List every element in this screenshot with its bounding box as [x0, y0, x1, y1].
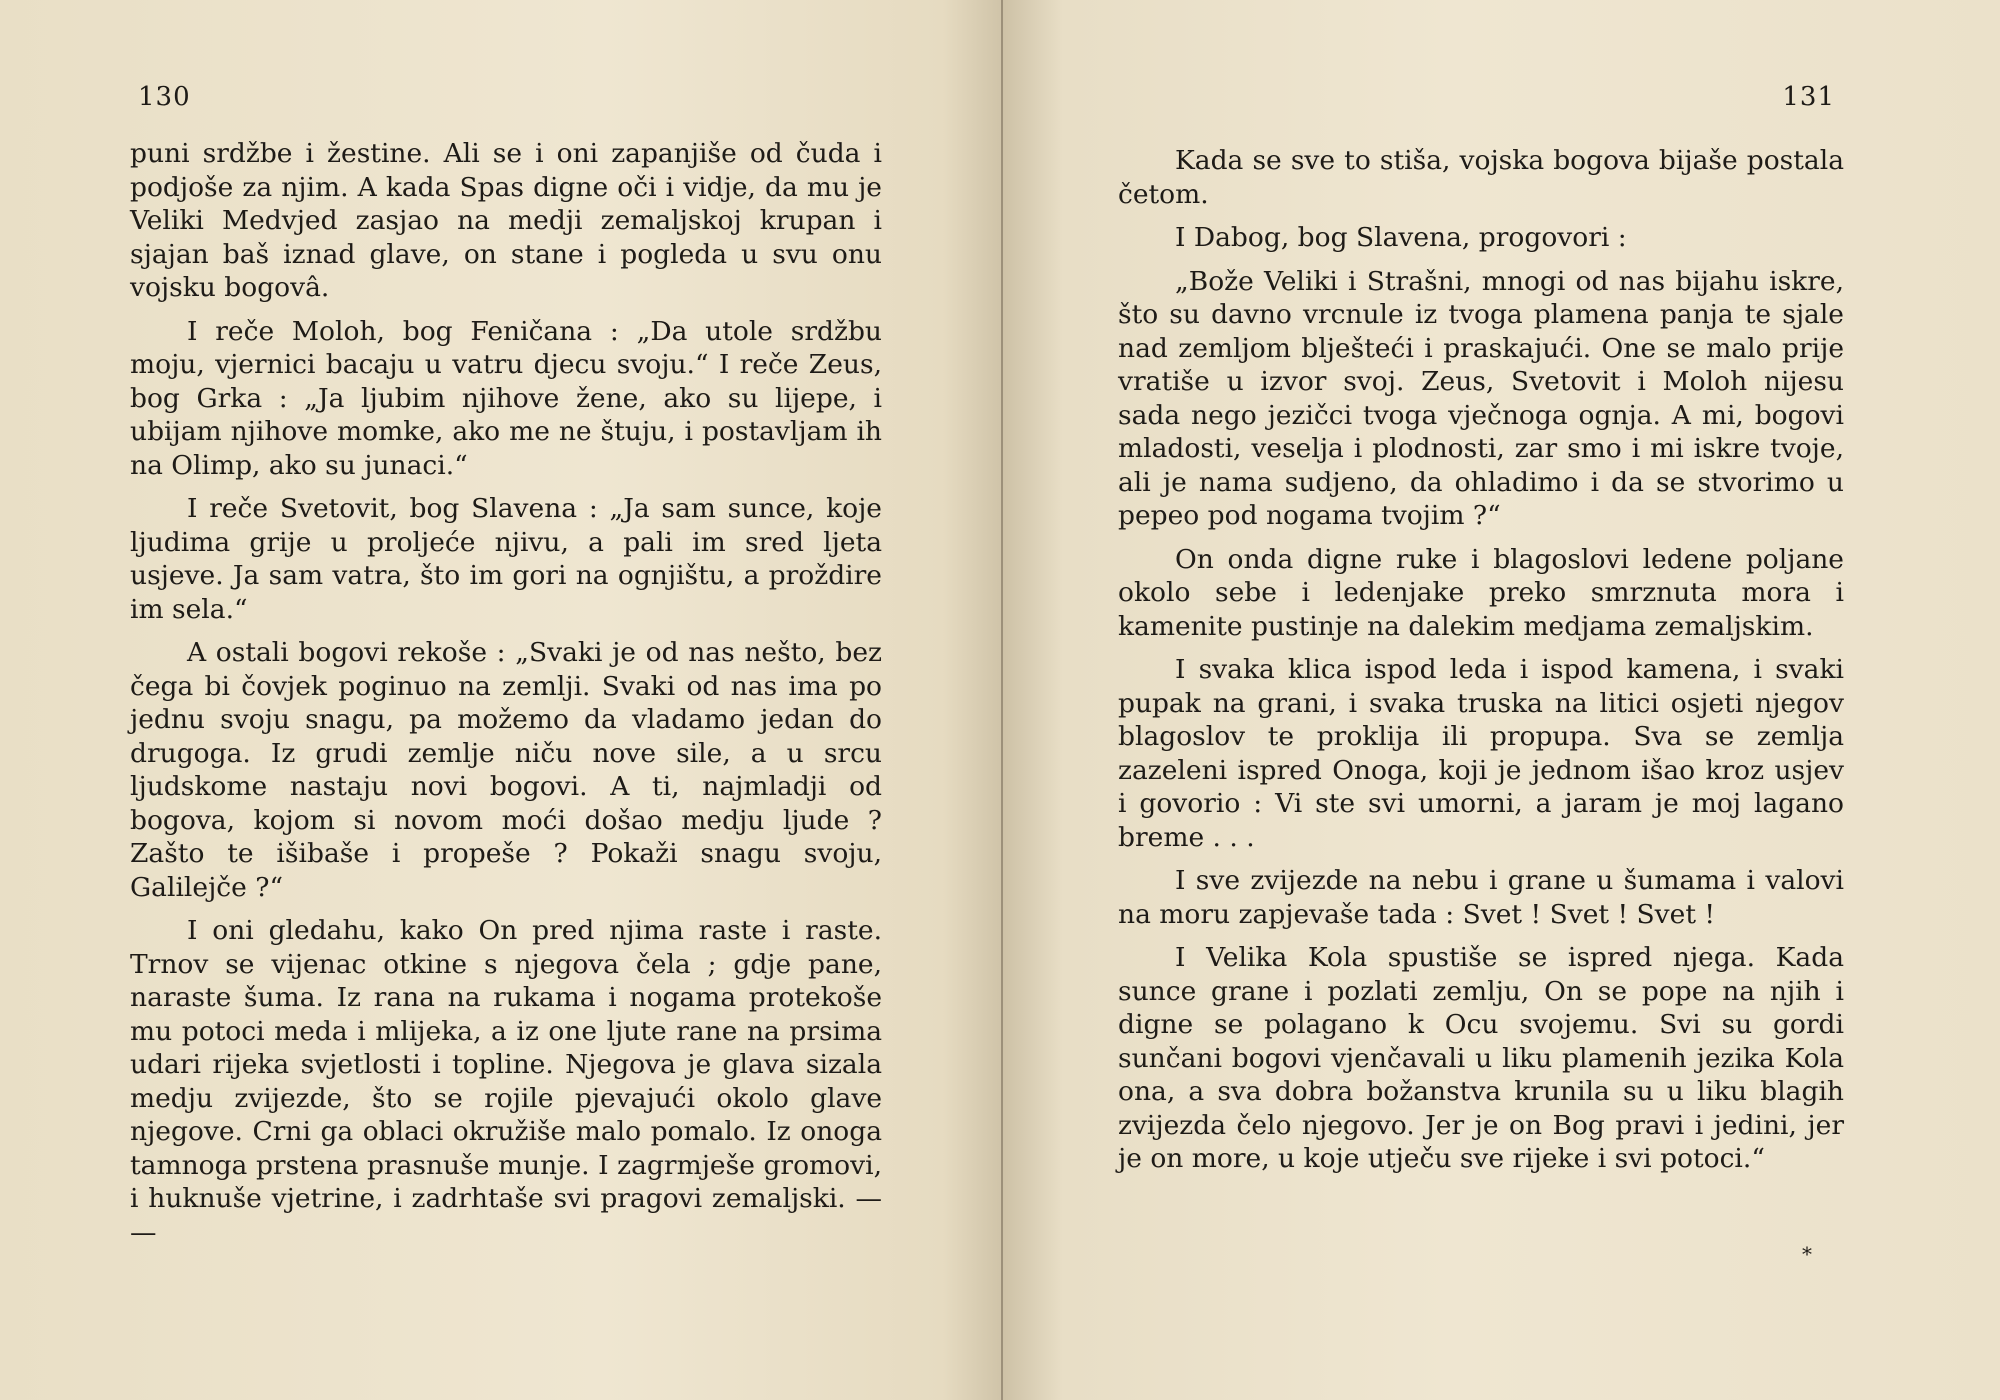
- paragraph: puni srdžbe i žestine. Ali se i oni zapanjiše od čuda i podjoše za njim. A kada Spas digne oči i vidje, da mu je Veliki Medvjed zasjao na medji zemaljskoj krupan i sjajan baš iznad glave, on stane i pogleda u svu onu vojsku bogovâ.: [130, 138, 882, 303]
- paragraph: „Bože Veliki i Strašni, mnogi od nas bijahu iskre, što su davno vrcnule iz tvoga plamena panja te sjale nad zemljom blješteći i praskajući. One se malo prije vratiše u izvor svoj. Zeus, Svetovit i Moloh nijesu sada nego jezičci tvoga vječnoga ognja. A mi, bogovi mladosti, veselja i plodnosti, zar smo i mi iskre tvoje, ali je nama sudjeno, da ohladimo i da se stvorimo u pepeo pod nogama tvojim ?“: [1118, 265, 1844, 531]
- paragraph: I svaka klica ispod leda i ispod kamena, i svaki pupak na grani, i svaka truska na litici osjeti njegov blagoslov te proklija ili propupa. Sva se zemlja zazeleni ispred Onoga, koji je jednom išao kroz usjev i govorio : Vi ste svi umorni, a jaram je moj lagano breme . . .: [1118, 654, 1844, 853]
- end-ornament: *: [1802, 1242, 1812, 1266]
- paragraph: I Velika Kola spustiše se ispred njega. Kada sunce grane i pozlati zemlju, On se pope na njih i digne se polagano k Ocu svojemu. Svi su gordi sunčani bogovi vjenčavali u liku plamenih jezika Kola ona, a sva dobra božanstva krunila su u liku blagih zvijezda čelo njegovo. Jer je on Bog pravi i jedini, jer je on more, u koje utječu sve rijeke i svi potoci.“: [1118, 942, 1844, 1174]
- paragraph: A ostali bogovi rekoše : „Svaki je od nas nešto, bez čega bi čovjek poginuo na zemlji. Svaki od nas ima po jednu svoju snagu, pa možemo da vladamo jedan do drugoga. Iz grudi zemlje niču nove sile, a u srcu ljudskome nastaju novi bogovi. A ti, najmladji od bogova, kojom si novom moći došao medju ljude ? Zašto te išibaše i propeše ? Pokaži snagu svoju, Galilejče ?“: [130, 637, 882, 903]
- paragraph: I reče Moloh, bog Feničana : „Da utole srdžbu moju, vjernici bacaju u vatru djecu svoju.“ I reče Zeus, bog Grka : „Ja ljubim njihove žene, ako su lijepe, i ubijam njihove momke, ako me ne štuju, i postavljam ih na Olimp, ako su junaci.“: [130, 315, 882, 481]
- paragraph: I oni gledahu, kako On pred njima raste i raste. Trnov se vijenac otkine s njegova čela ; gdje pane, naraste šuma. Iz rana na rukama i nogama protekoše mu potoci meda i mlijeka, a iz one ljute rane na prsima udari rijeka svjetlosti i topline. Njegova je glava sizala medju zvijezde, što se rojile pjevajući okolo glave njegove. Crni ga oblaci okružiše malo pomalo. Iz onoga tamnoga prstena prasnuše munje. I zagrmješe gromovi, i huknuše vjetrine, i zadrhtaše svi pragovi zemaljski. — —: [130, 915, 882, 1248]
- paragraph: I sve zvijezde na nebu i grane u šumama i valovi na moru zapjevaše tada : Svet ! Svet ! Svet !: [1118, 865, 1844, 930]
- paragraph: I Dabog, bog Slavena, progovori :: [1175, 222, 1627, 253]
- paragraph: On onda digne ruke i blagoslovi ledene poljane okolo sebe i ledenjake preko smrznuta mora i kamenite pustinje na dalekim medjama zemaljskim.: [1118, 543, 1844, 642]
- page-number-right: 131: [1782, 82, 1835, 112]
- right-page: [1003, 0, 2000, 1400]
- right-page-text: [1118, 144, 1844, 1186]
- left-page-text: [130, 137, 882, 1259]
- paragraph: Kada se sve to stiša, vojska bogova bijaše postala četom.: [1118, 145, 1844, 210]
- page-number-left: 130: [138, 82, 191, 112]
- paragraph: I reče Svetovit, bog Slavena : „Ja sam sunce, koje ljudima grije u proljeće njivu, a pali im sred ljeta usjeve. Ja sam vatra, što im gori na ognjištu, a proždire im sela.“: [130, 493, 882, 625]
